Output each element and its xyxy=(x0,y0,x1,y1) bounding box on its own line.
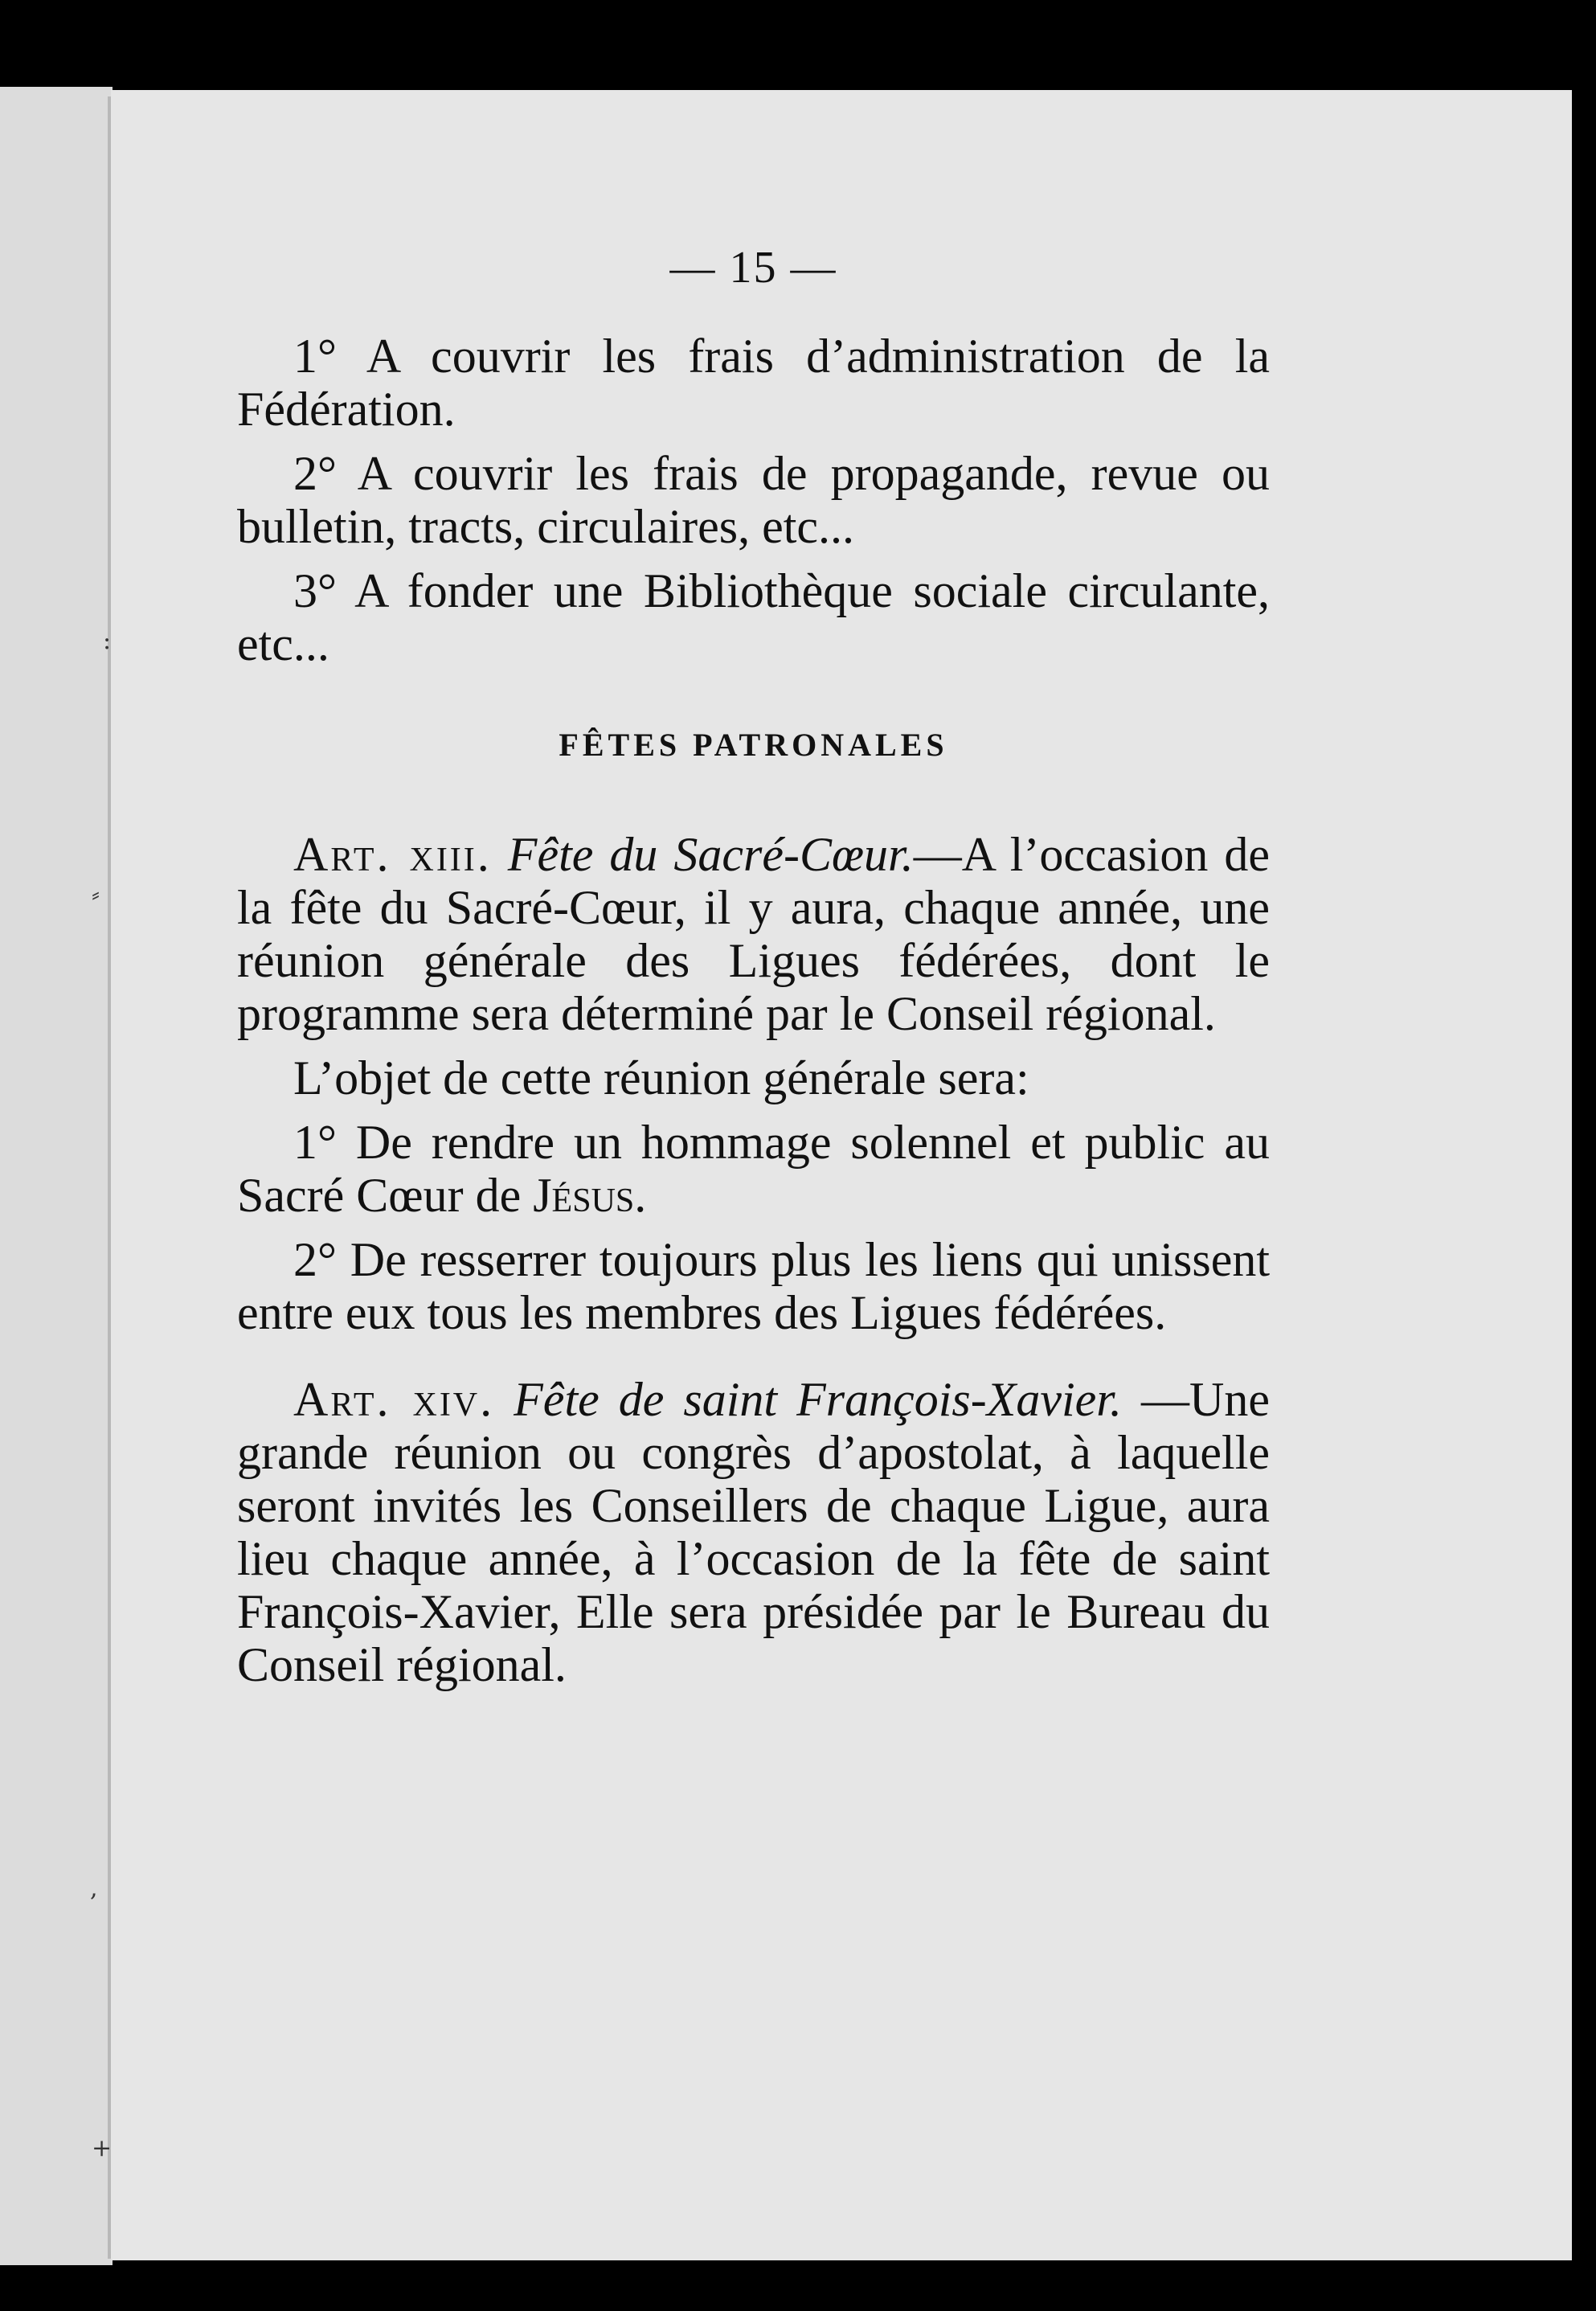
article-14-title: Fête de saint François-Xavier. xyxy=(514,1373,1123,1426)
article-14-text: —Une grande réunion ou congrès d’apostolat, à laquelle seront invités les Conseillers de chaque Ligue, aura lieu chaque année, à l’occasion de la fête de saint François-Xavier, Elle sera présidée par le Bureau du Conseil régional. xyxy=(237,1373,1270,1691)
article-13-paragraph-4: 2° De resserrer toujours plus les liens qui unissent entre eux tous les membres des Ligues fédérées. xyxy=(237,1233,1270,1339)
margin-mark: : xyxy=(103,627,112,655)
margin-mark: ⸗ xyxy=(92,880,100,908)
book-gutter xyxy=(0,87,113,2265)
article-13-p3-name: Jésus xyxy=(533,1169,635,1222)
paragraph-3: 3° A fonder une Bibliothèque sociale circulante, etc... xyxy=(237,564,1270,670)
margin-mark: , xyxy=(90,1875,98,1903)
margin-mark: + xyxy=(92,2134,113,2162)
page-text xyxy=(237,241,1270,1703)
paragraph-2: 2° A couvrir les frais de propagande, revue ou bulletin, tracts, circulaires, etc... xyxy=(237,447,1270,553)
article-13-text: —A l’occasion de la fête du Sacré-Cœur, il y aura, chaque année, une réunion générale des Ligues fédérées, dont le programme sera déterminé par le Conseil régional. xyxy=(237,828,1270,1040)
article-13-p3-end: . xyxy=(634,1169,647,1222)
article-13-title: Fête du Sacré-Cœur. xyxy=(507,828,914,881)
section-heading: FÊTES PATRONALES xyxy=(559,727,948,763)
article-13-p3-start: 1° De rendre un hommage solennel et public au Sacré Cœur de xyxy=(237,1116,1270,1222)
article-14 xyxy=(237,1373,1270,1691)
paragraph-1: 1° A couvrir les frais d’administration de la Fédération. xyxy=(237,330,1270,436)
article-13-label: Art. xiii. xyxy=(293,828,492,881)
article-13 xyxy=(237,828,1270,1040)
article-13-paragraph-3 xyxy=(237,1116,1270,1222)
article-13-paragraph-2: L’objet de cette réunion générale sera: xyxy=(293,1051,1029,1104)
article-14-label: Art. xiv. xyxy=(293,1373,495,1426)
page-number: — 15 — xyxy=(669,243,837,293)
